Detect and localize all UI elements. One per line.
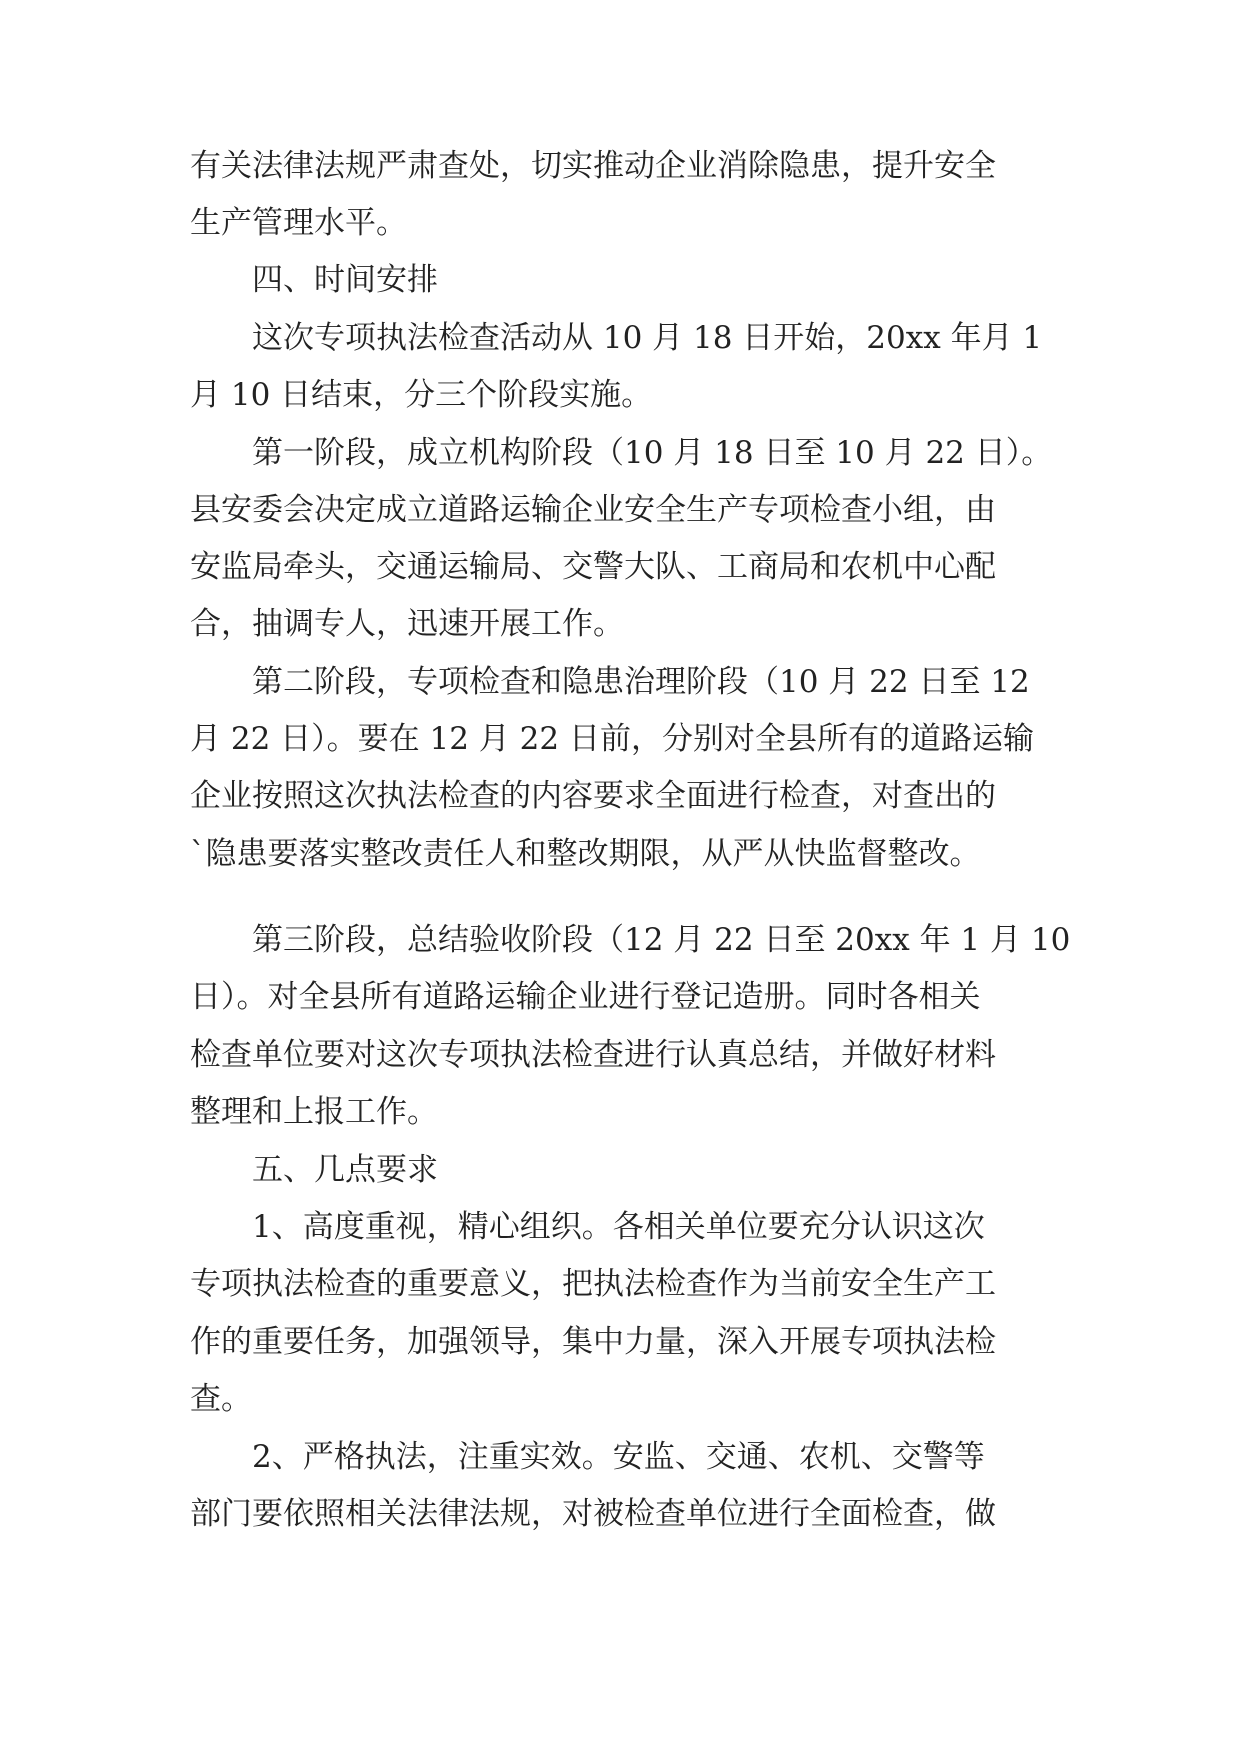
text-line: 这次专项执法检查活动从 10 月 18 日开始，20xx 年月 1 — [252, 320, 1043, 356]
text-line: 有关法律法规严肃查处，切实推动企业消除隐患，提升安全 — [190, 148, 996, 184]
text-line: 专项执法检查的重要意义，把执法检查作为当前安全生产工 — [190, 1266, 996, 1302]
text-line: 县安委会决定成立道路运输企业安全生产专项检查小组，由 — [190, 492, 996, 528]
text-line: 生产管理水平。 — [190, 205, 407, 241]
text-line: 检查单位要对这次专项执法检查进行认真总结，并做好材料 — [190, 1037, 996, 1073]
text-line: 第一阶段，成立机构阶段（10 月 18 日至 10 月 22 日）。 — [252, 435, 1053, 471]
text-line: 第三阶段，总结验收阶段（12 月 22 日至 20xx 年 1 月 10 — [252, 922, 1071, 958]
section-heading: 五、几点要求 — [252, 1152, 438, 1188]
text-line: 查。 — [190, 1381, 252, 1417]
text-line: 日）。对全县所有道路运输企业进行登记造册。同时各相关 — [190, 979, 981, 1015]
text-line: `隐患要落实整改责任人和整改期限，从严从快监督整改。 — [190, 836, 981, 872]
text-line: 第二阶段，专项检查和隐患治理阶段（10 月 22 日至 12 — [252, 664, 1030, 700]
text-line: 企业按照这次执法检查的内容要求全面进行检查，对查出的 — [190, 778, 996, 814]
section-heading: 四、时间安排 — [252, 262, 438, 298]
text-line: 1、高度重视，精心组织。各相关单位要充分认识这次 — [252, 1209, 985, 1245]
text-line: 月 10 日结束，分三个阶段实施。 — [190, 377, 653, 413]
text-line: 作的重要任务，加强领导，集中力量，深入开展专项执法检 — [190, 1324, 996, 1360]
text-line: 合，抽调专人，迅速开展工作。 — [190, 606, 624, 642]
text-line: 部门要依照相关法律法规，对被检查单位进行全面检查，做 — [190, 1496, 996, 1532]
text-line: 月 22 日）。要在 12 月 22 日前，分别对全县所有的道路运输 — [190, 721, 1034, 757]
text-line: 整理和上报工作。 — [190, 1094, 438, 1130]
text-line: 2、严格执法，注重实效。安监、交通、农机、交警等 — [252, 1439, 985, 1475]
text-line: 安监局牵头，交通运输局、交警大队、工商局和农机中心配 — [190, 549, 996, 585]
